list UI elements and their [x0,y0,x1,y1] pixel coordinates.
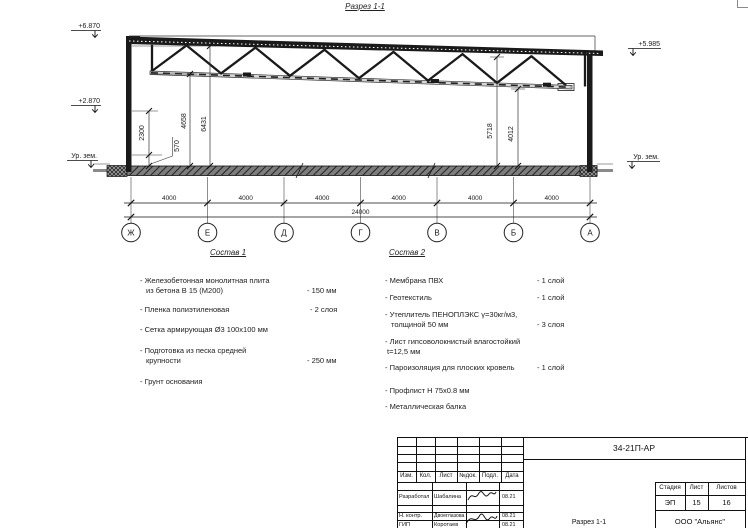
composition-1 [140,248,380,398]
row-role: Н. контр. [399,513,423,519]
axis-label: В [434,228,440,238]
elevation-arrow-icon [92,106,98,113]
row-role: Разработал [399,494,430,500]
row-date: 08.21 [502,521,516,528]
bottom-dimensions [124,177,597,223]
elevation-arrow-icon [92,31,98,38]
dim-2300: 2300 [139,125,146,141]
composition-2-title: Состав 2 [389,248,426,257]
dimension-ticks [146,43,521,169]
col-data: Дата [505,473,519,479]
bay-dim: 4000 [391,195,406,202]
row-name: Шабалина [434,494,462,500]
row-role: ГИП [399,521,411,528]
row-date: 08.21 [502,494,516,500]
list-item: - Мембрана ПВХ - 1 слой [385,276,565,285]
list-item: - Лист гипсоволокнистый влагостойкий t=12,5 мм [385,337,521,356]
row-name: Двоеглазова [434,513,465,519]
dim-5718: 5718 [487,123,494,139]
elevation-arrow-icon [88,161,94,168]
list-item: - Сетка армирующая Ø3 100х100 мм [140,325,268,334]
axis-bubbles [122,223,600,242]
sheets-value: 16 [722,498,731,507]
columns [126,36,593,172]
bay-dim: 4000 [467,195,483,202]
list-item: - Пароизоляция для плоских кровель - 1 слой [385,363,565,372]
sheets-label: Листов [716,484,737,491]
dim-4012: 4012 [508,126,515,142]
floor-slab [93,163,613,178]
elevation-label: +2.870 [78,98,100,105]
list-item: - Геотекстиль - 1 слой [385,293,565,302]
col-list: Лист [439,473,453,479]
bay-dim: 4000 [544,195,559,202]
sheet-value: 15 [692,498,701,507]
ground-level-label: Ур. зем. [71,153,97,160]
row-name: Коротаев [434,521,459,528]
list-item: - Профлист Н 75х0.8 мм [385,386,470,395]
col-izm: Изм. [400,473,413,479]
bay-dim: 4000 [161,195,177,202]
stage-label: Стадия [659,484,681,491]
dim-570: 570 [174,140,181,152]
list-item: - Утеплитель ПЕНОПЛЭКС γ=30кг/м3, толщиной 50 мм - 3 слоя [385,310,565,329]
elevation-label: +6.870 [78,23,100,30]
col-ndok: №док. [459,473,477,479]
axis-label: Е [204,228,211,238]
list-item: - Подготовка из песка средней крупности - 250 мм [140,346,337,365]
elevation-arrow-icon [629,162,635,169]
bay-dim: 4000 [238,195,253,202]
list-item: - Железобетонная монолитная плита из бетона В 15 (М200) - 150 мм [140,276,337,295]
col-kol: Кол. [419,473,432,479]
axis-label: А [587,228,593,238]
ground-level-label: Ур. зем. [633,154,659,161]
list-item: - Пленка полиэтиленовая - 2 слоя [140,305,338,314]
list-item: - Грунт основания [140,377,203,386]
dim-6431: 6431 [201,116,208,132]
axis-label: Г [358,228,363,238]
sheet-title: Разрез 1-1 [571,519,607,526]
composition-2 [385,248,600,413]
stage-value: ЭП [664,498,676,507]
signature [463,510,498,528]
company-name: ООО "Альянс" [674,517,726,526]
list-item: - Металлическая балка [385,402,467,411]
left-column [126,36,132,172]
doc-number: 34-21П-АР [612,443,656,453]
sheet-label: Лист [689,484,704,491]
signature [465,487,498,505]
axis-label: Б [510,228,517,238]
row-date: 08.21 [502,513,516,519]
col-podl: Подл. [481,473,499,479]
dim-4658: 4658 [181,113,188,129]
right-column [587,51,593,172]
total-dim: 24000 [351,209,370,216]
axis-extension-lines [131,177,590,223]
title-block [397,437,748,528]
section-title: Разрез 1-1 [345,2,385,11]
elevation-arrow-icon [630,49,636,56]
bay-dim: 4000 [314,195,330,202]
composition-1-title: Состав 1 [210,248,247,257]
elevation-label: +5.985 [638,41,660,48]
vertical-dimensions [132,43,525,169]
axis-label: Д [281,228,287,238]
axis-label: Ж [127,228,135,238]
